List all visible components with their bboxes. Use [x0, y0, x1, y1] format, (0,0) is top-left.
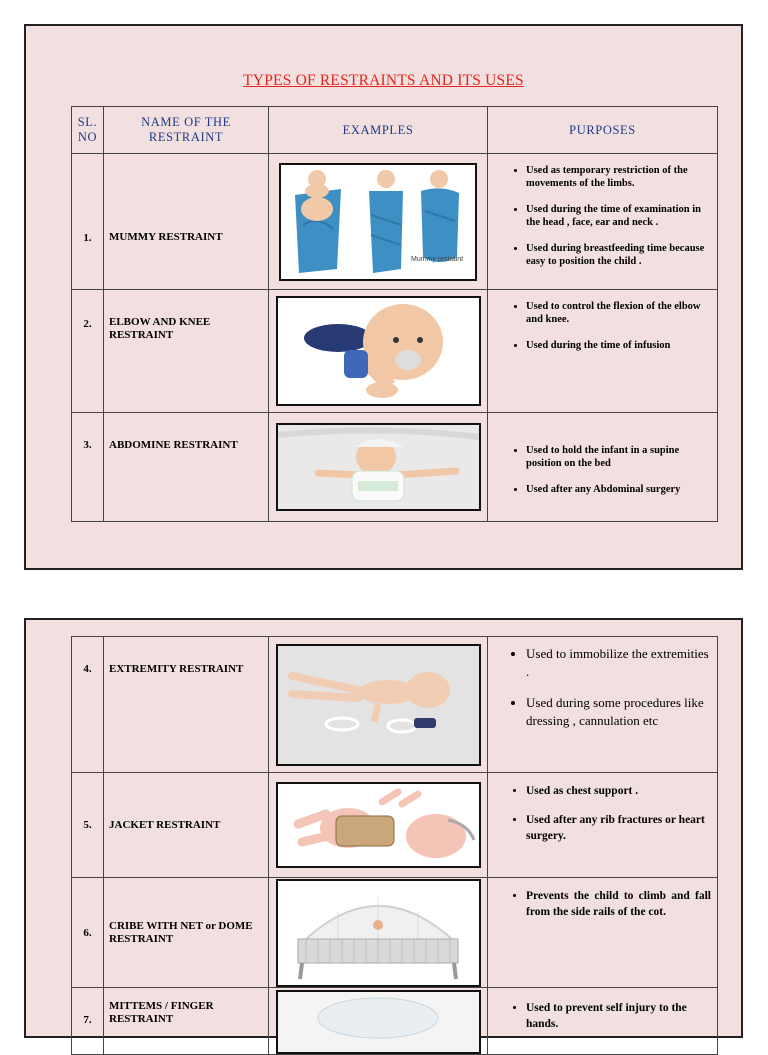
abdomine-restraint-image — [276, 423, 481, 511]
header-name: NAME OF THE RESTRAINT — [104, 107, 269, 154]
purpose-list — [488, 878, 717, 920]
extremity-restraint-image — [276, 644, 481, 766]
row-name: JACKET RESTRAINT — [104, 773, 269, 878]
crib-dome-restraint-image — [276, 879, 481, 987]
purpose-item: • Used after any Abdominal surgery — [526, 483, 711, 496]
restraints-table-2 — [71, 636, 718, 1055]
header-purposes: PURPOSES — [488, 107, 718, 154]
header-examples: EXAMPLES — [269, 107, 488, 154]
table-row — [72, 154, 718, 290]
row-sl: 3. — [72, 413, 104, 522]
purpose-list — [488, 290, 717, 352]
purpose-item: • Prevents the child to climb and fall from the side rails of the cot. — [526, 888, 711, 920]
purpose-item: • Used during the time of infusion — [526, 339, 711, 352]
table-row — [72, 988, 718, 1055]
purpose-item: • Used to hold the infant in a supine position on the bed — [526, 444, 711, 470]
purpose-item: • Used after any rib fractures or heart surgery. — [526, 812, 711, 844]
row-name: ELBOW AND KNEE RESTRAINT — [104, 290, 269, 413]
purpose-item: • Used to immobilize the extremities . — [526, 645, 711, 681]
mitten-restraint-image — [276, 990, 481, 1054]
table-row — [72, 413, 718, 522]
row-sl: 5. — [72, 773, 104, 878]
row-sl: 7. — [72, 988, 104, 1055]
row-name: MITTEMS / FINGER RESTRAINT — [104, 988, 269, 1055]
row-name: CRIBE WITH NET or DOME RESTRAINT — [104, 878, 269, 988]
purpose-item: • Used as chest support . — [526, 783, 711, 799]
elbow-knee-restraint-image — [276, 296, 481, 406]
purpose-list — [488, 637, 717, 730]
row-sl: 6. — [72, 878, 104, 988]
page-title: TYPES OF RESTRAINTS AND ITS USES — [243, 72, 524, 89]
purpose-list — [488, 154, 717, 268]
table-row — [72, 878, 718, 988]
row-name: EXTREMITY RESTRAINT — [104, 637, 269, 773]
table-row — [72, 290, 718, 413]
table-row — [72, 637, 718, 773]
table-row — [72, 773, 718, 878]
row-sl: 2. — [72, 290, 104, 413]
jacket-restraint-image — [276, 782, 481, 868]
mummy-caption: Mummy restraint — [411, 255, 464, 263]
restraints-table-1 — [71, 106, 718, 522]
purpose-item: • Used to control the flexion of the elbow and knee. — [526, 300, 711, 326]
purpose-item: • Used as temporary restriction of the movements of the limbs. — [526, 164, 711, 190]
slide-1 — [24, 24, 743, 570]
slide-2 — [24, 618, 743, 1038]
purpose-list — [488, 773, 717, 844]
purpose-list — [488, 426, 717, 496]
row-sl: 4. — [72, 637, 104, 773]
purpose-item: • Used during breastfeeding time because easy to position the child . — [526, 242, 711, 268]
row-name: MUMMY RESTRAINT — [104, 154, 269, 290]
purpose-item: • Used to prevent self injury to the hands. — [526, 1000, 711, 1032]
row-sl: 1. — [72, 154, 104, 290]
row-name: ABDOMINE RESTRAINT — [104, 413, 269, 522]
purpose-item: • Used during some procedures like dressing , cannulation etc — [526, 694, 711, 730]
header-sl-no: SL. NO — [72, 107, 104, 154]
mummy-restraint-image — [279, 163, 477, 281]
purpose-item: • Used during the time of examination in the head , face, ear and neck . — [526, 203, 711, 229]
table-header-row — [72, 107, 718, 154]
purpose-list — [488, 988, 717, 1032]
